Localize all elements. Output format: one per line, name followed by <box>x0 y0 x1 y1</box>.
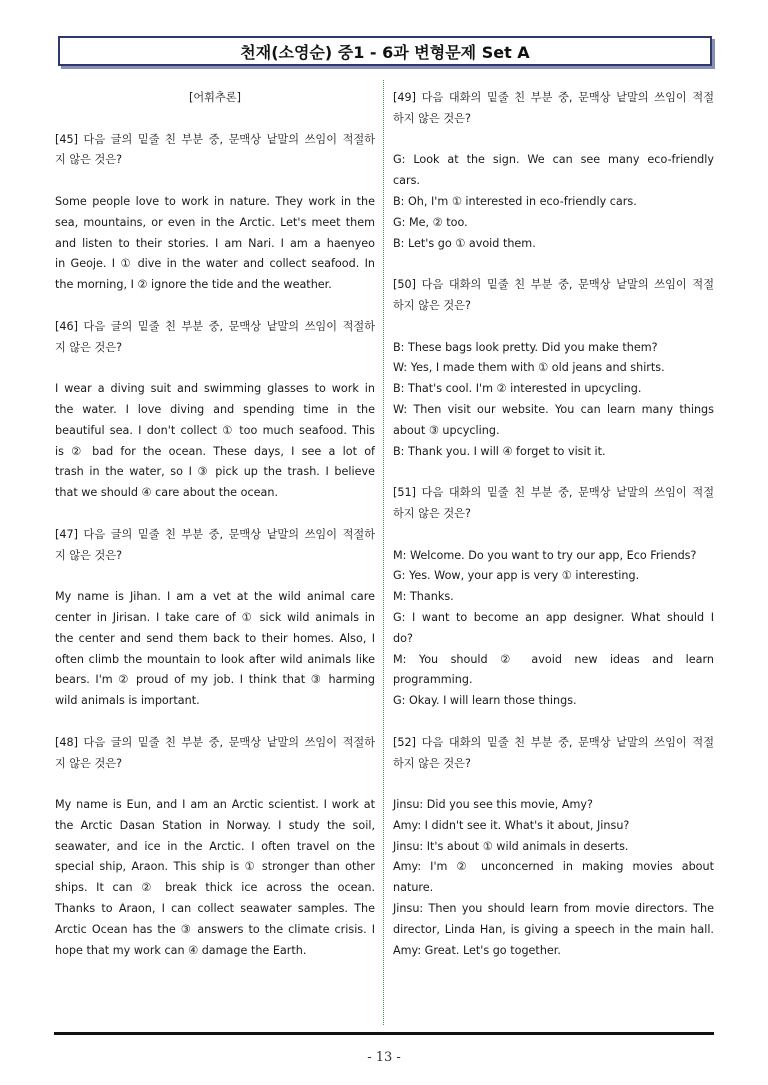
dialogue-line: B: These bags look pretty. Did you make them? <box>393 340 658 354</box>
dialogue-line: Amy: I didn't see it. What's it about, Jinsu? <box>393 818 630 832</box>
passage-line: beautiful sea. I don't collect ① too much seafood. This <box>55 423 375 437</box>
question-48 <box>55 733 375 962</box>
passage-line: the center and send them back to their homes. Also, I <box>55 631 375 645</box>
passage-line: is ② bad for the ocean. These days, I see a lot of <box>55 444 375 458</box>
section-label: [어휘추론] <box>189 91 241 104</box>
question-52 <box>393 733 714 962</box>
question-prompt: 지 않은 것은? <box>55 153 123 167</box>
dialogue-line: G: Me, ② too. <box>393 215 468 229</box>
passage-line: trash in the water, so I ③ pick up the trash. I believe <box>55 465 375 479</box>
page-number: - 13 - <box>367 1050 401 1065</box>
passage-line: the morning, I ② ignore the tide and the weather. <box>55 278 332 292</box>
dialogue-line: cars. <box>393 174 420 188</box>
question-prompt: 하지 않은 것은? <box>393 111 471 125</box>
passage-line: ships. It can ② break thick ice across the ocean. <box>55 881 375 895</box>
question-prompt: [45] 다음 글의 밑줄 친 부분 중, 문맥상 낱말의 쓰임이 적절하 <box>55 132 375 146</box>
passage-line: I wear a diving suit and swimming glasses to work in <box>55 382 375 396</box>
question-prompt: [46] 다음 글의 밑줄 친 부분 중, 문맥상 낱말의 쓰임이 적절하 <box>55 319 375 333</box>
question-prompt: 하지 않은 것은? <box>393 506 471 520</box>
question-prompt: [52] 다음 대화의 밑줄 친 부분 중, 문맥상 낱말의 쓰임이 적절 <box>393 735 714 749</box>
question-prompt: 지 않은 것은? <box>55 340 123 354</box>
passage-line: hope that my work can ④ damage the Earth. <box>55 943 307 957</box>
passage-line: and listen to their stories. I am Nari. I am a haenyeo <box>55 236 375 250</box>
question-prompt: 지 않은 것은? <box>55 756 123 770</box>
dialogue-line: B: Thank you. I will ④ forget to visit it. <box>393 444 606 458</box>
dialogue-line: Amy: Great. Let's go together. <box>393 943 561 957</box>
question-46 <box>55 317 375 504</box>
passage-line: My name is Jihan. I am a vet at the wild animal care <box>55 590 375 604</box>
passage-line: the Arctic Dasan Station in Norway. I study the soil, <box>55 818 375 832</box>
question-prompt: [51] 다음 대화의 밑줄 친 부분 중, 문맥상 낱말의 쓰임이 적절 <box>393 486 714 500</box>
dialogue-line: do? <box>393 631 413 645</box>
passage-line: Thanks to Araon, I can collect seawater samples. The <box>55 902 375 916</box>
question-49 <box>393 88 714 254</box>
footer-rule <box>54 1032 714 1035</box>
passage-line: the water. I love diving and spending time in the <box>55 402 375 416</box>
question-prompt: [50] 다음 대화의 밑줄 친 부분 중, 문맥상 낱말의 쓰임이 적절 <box>393 278 714 292</box>
dialogue-line: M: Welcome. Do you want to try our app, Eco Friends? <box>393 548 697 562</box>
dialogue-line: B: Let's go ① avoid them. <box>393 236 536 250</box>
dialogue-line: W: Then visit our website. You can learn many things <box>393 402 714 416</box>
dialogue-line: B: Oh, I'm ① interested in eco-friendly cars. <box>393 194 637 208</box>
dialogue-line: director, Linda Han, is giving a speech in the main hall. <box>393 922 714 936</box>
question-50 <box>393 275 714 462</box>
passage-line: center in Jirisan. I take care of ① sick wild animals in <box>55 610 375 624</box>
dialogue-line: M: Thanks. <box>393 590 454 604</box>
passage-line: special ship, Araon. This ship is ① stronger than other <box>55 860 375 874</box>
left-column <box>55 88 375 961</box>
question-51 <box>393 483 714 712</box>
dialogue-line: Amy: I'm ② unconcerned in making movies about <box>393 860 714 874</box>
passage-line: Arctic Ocean has the ③ answers to the climate crisis. I <box>55 922 375 936</box>
passage-line: My name is Eun, and I am an Arctic scientist. I work at <box>55 798 375 812</box>
passage-line: bears. I'm ② proud of my job. I think that ③ harming <box>55 673 375 687</box>
passage-line: wild animals is important. <box>55 694 200 708</box>
passage-line: sea, mountains, or even in the Arctic. Let's meet them <box>55 215 375 229</box>
dialogue-line: Jinsu: Then you should learn from movie directors. The <box>393 902 714 916</box>
dialogue-line: programming. <box>393 673 473 687</box>
right-column <box>393 88 714 961</box>
question-prompt: 하지 않은 것은? <box>393 298 471 312</box>
column-divider <box>383 80 384 1025</box>
dialogue-line: Jinsu: It's about ① wild animals in deserts. <box>393 839 629 853</box>
question-prompt: 지 않은 것은? <box>55 548 123 562</box>
dialogue-line: B: That's cool. I'm ② interested in upcycling. <box>393 382 642 396</box>
dialogue-line: G: I want to become an app designer. What should I <box>393 610 714 624</box>
dialogue-line: G: Okay. I will learn those things. <box>393 694 577 708</box>
dialogue-line: G: Look at the sign. We can see many eco-friendly <box>393 153 714 167</box>
passage-line: in Geoje. I ① dive in the water and collect seafood. In <box>55 257 375 271</box>
question-47 <box>55 525 375 712</box>
passage-line: often climb the mountain to look after wild animals like <box>55 652 375 666</box>
question-45 <box>55 130 375 296</box>
dialogue-line: about ③ upcycling. <box>393 423 500 437</box>
dialogue-line: Jinsu: Did you see this movie, Amy? <box>393 798 593 812</box>
passage-line: that we should ④ care about the ocean. <box>55 486 279 500</box>
dialogue-line: W: Yes, I made them with ① old jeans and shirts. <box>393 361 665 375</box>
question-prompt: 하지 않은 것은? <box>393 756 471 770</box>
question-prompt: [47] 다음 글의 밑줄 친 부분 중, 문맥상 낱말의 쓰임이 적절하 <box>55 527 375 541</box>
passage-line: seawater, and ice in the Arctic. I often travel on the <box>55 839 375 853</box>
dialogue-line: nature. <box>393 881 434 895</box>
passage-line: Some people love to work in nature. They work in the <box>55 194 375 208</box>
page-title: 천재(소영순) 중1 - 6과 변형문제 Set A <box>58 36 712 66</box>
question-prompt: [48] 다음 글의 밑줄 친 부분 중, 문맥상 낱말의 쓰임이 적절하 <box>55 735 375 749</box>
dialogue-line: G: Yes. Wow, your app is very ① interesting. <box>393 569 640 583</box>
dialogue-line: M: You should ② avoid new ideas and learn <box>393 652 714 666</box>
question-prompt: [49] 다음 대화의 밑줄 친 부분 중, 문맥상 낱말의 쓰임이 적절 <box>393 91 714 104</box>
